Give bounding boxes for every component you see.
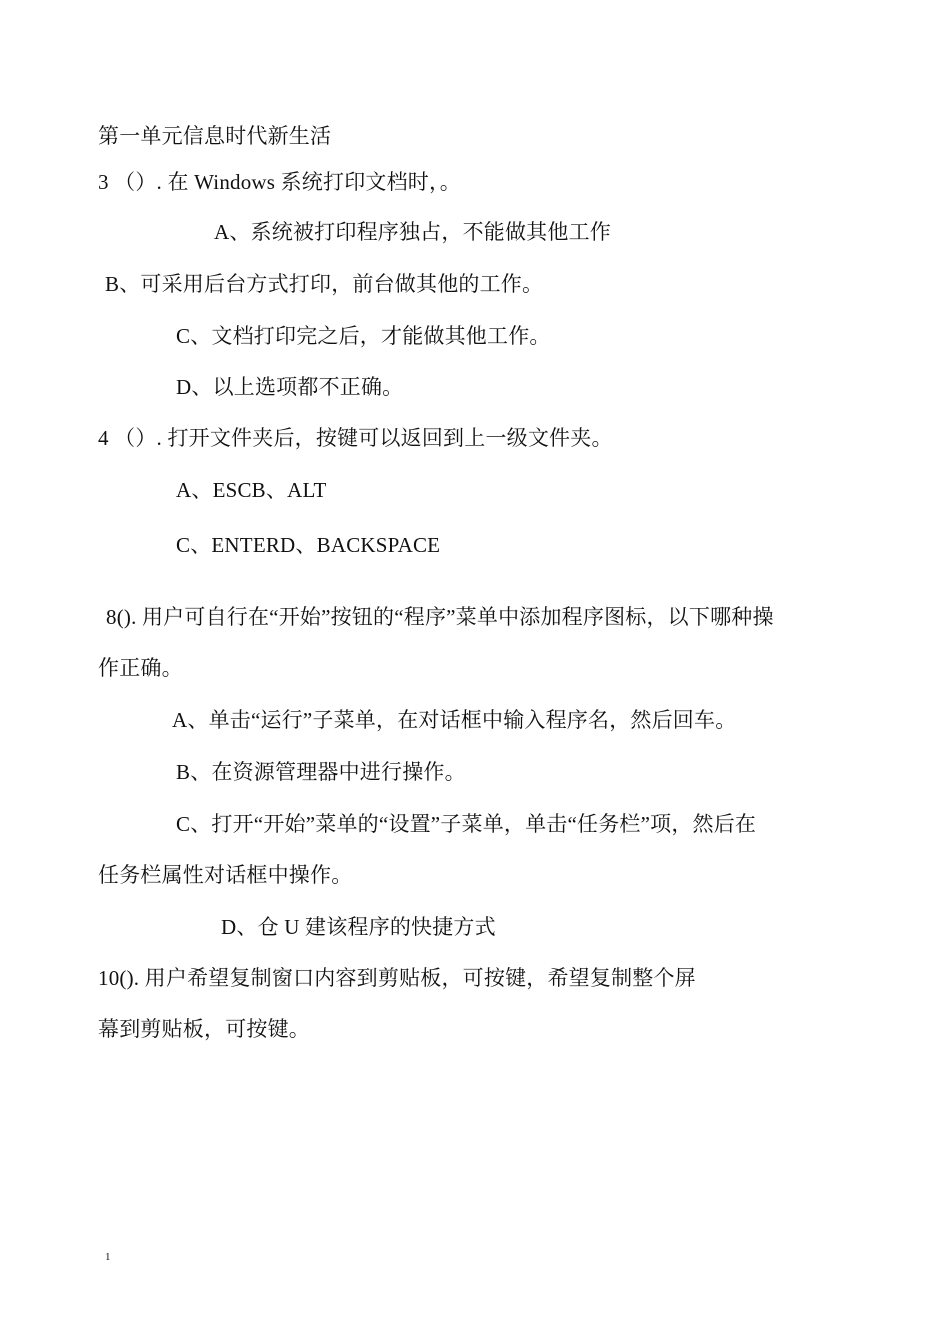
- question-4-option-a: A、ESCB、ALT: [176, 478, 327, 502]
- section-heading: 第一单元信息时代新生活: [98, 124, 332, 148]
- question-10-stem-line-1: 10(). 用户希望复制窗口内容到剪贴板，可按键，希望复制整个屏: [98, 966, 696, 990]
- question-8-option-a: A、单击“运行”子菜单，在对话框中输入程序名，然后回车。: [172, 708, 737, 732]
- question-3-option-c: C、文档打印完之后，才能做其他工作。: [176, 324, 551, 348]
- question-8-option-b: B、在资源管理器中进行操作。: [176, 760, 466, 784]
- question-10-stem-line-2: 幕到剪贴板，可按键。: [98, 1017, 310, 1041]
- question-3-option-d: D、以上选项都不正确。: [176, 375, 404, 399]
- question-8-option-c-line-2: 任务栏属性对话框中操作。: [98, 863, 353, 887]
- page-number: 1: [105, 1251, 111, 1263]
- question-3-option-a: A、系统被打印程序独占，不能做其他工作: [214, 220, 611, 244]
- question-4-stem: 4 （）. 打开文件夹后，按键可以返回到上一级文件夹。: [98, 426, 613, 450]
- question-8-stem-line-2: 作正确。: [98, 656, 183, 680]
- question-8-option-d: D、仓 U 建该程序的快捷方式: [221, 915, 496, 939]
- question-8-option-c-line-1: C、打开“开始”菜单的“设置”子菜单，单击“任务栏”项，然后在: [176, 812, 757, 836]
- question-4-option-c: C、ENTERD、BACKSPACE: [176, 533, 441, 557]
- question-3-option-b: B、可采用后台方式打印，前台做其他的工作。: [105, 272, 544, 296]
- question-8-stem-line-1: 8(). 用户可自行在“开始”按钮的“程序”菜单中添加程序图标，以下哪种操: [106, 605, 774, 629]
- question-3-stem: 3 （）. 在 Windows 系统打印文档时，。: [98, 170, 461, 194]
